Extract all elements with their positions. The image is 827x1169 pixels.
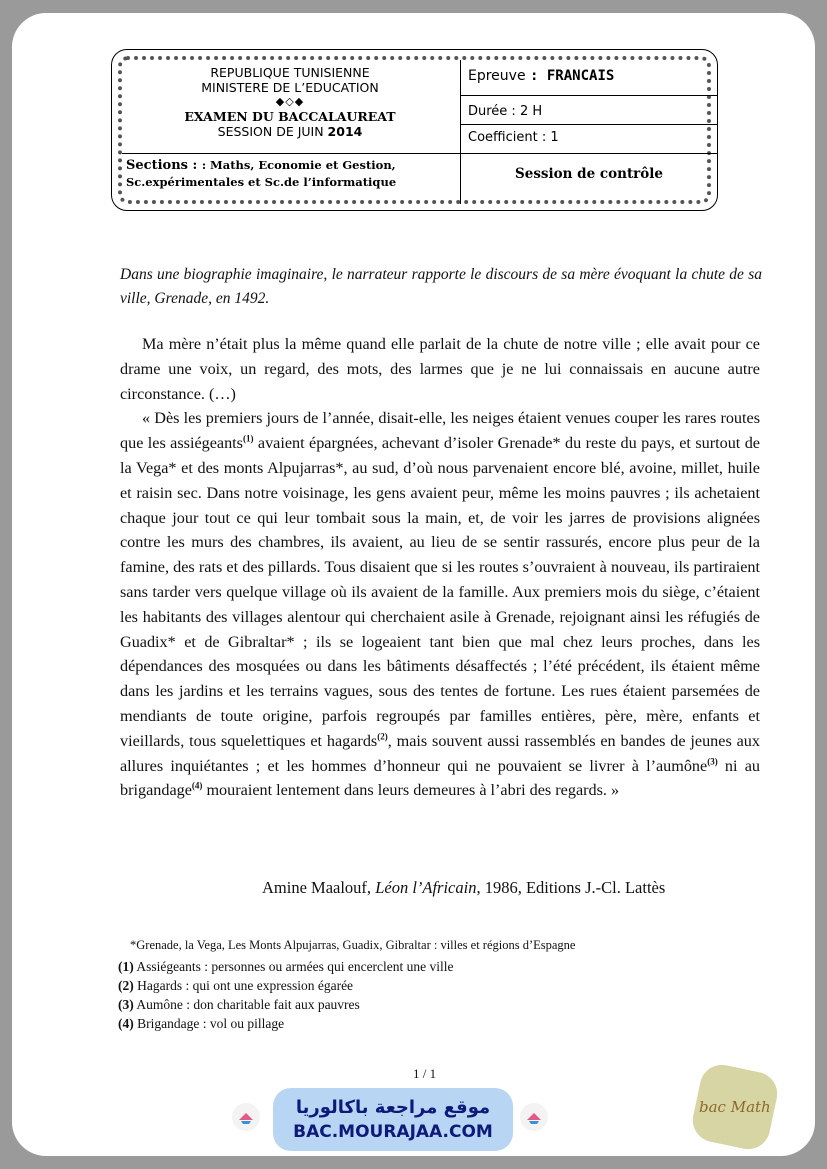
ministry-label: MINISTERE DE L’EDUCATION <box>201 80 379 95</box>
main-text <box>120 332 760 803</box>
watermark-text: bac Math <box>699 1098 771 1116</box>
divider <box>460 124 717 125</box>
banner-arabic: موقع مراجعة باكالوريا <box>295 1097 491 1118</box>
place-note: *Grenade, la Vega, Les Monts Alpujarras, Guadix, Gibraltar : villes et régions d’Espagne <box>130 938 576 952</box>
page-number: 1 / 1 <box>413 1066 437 1081</box>
banner-url[interactable]: BAC.MOURAJAA.COM <box>293 1122 493 1142</box>
footnotes <box>118 936 575 1033</box>
footnote-item: (1) Assiégeants : personnes ou armées qui encerclent une ville <box>118 959 454 974</box>
footnote-item: (3) Aumône : don charitable fait aux pauvres <box>118 997 360 1012</box>
site-logo-icon <box>520 1103 548 1131</box>
paragraph-1: Ma mère n’était plus la même quand elle parlait de la chute de notre ville ; elle avait pour ce drame une voix, un regard, des mots, des larmes que je ne lui connaissais en aucune autre circonstance. (…) <box>120 335 760 403</box>
coefficient-field: Coefficient : 1 <box>468 130 559 145</box>
sections-field: Sections : : Maths, Economie et Gestion, Sc.expérimentales et Sc.de l’informatique <box>126 158 397 189</box>
institution-block <box>122 60 458 153</box>
footnote-item: (4) Brigandage : vol ou pillage <box>118 1016 285 1031</box>
header-frame <box>118 56 711 204</box>
session-date: SESSION DE JUIN 2014 <box>217 124 363 139</box>
republic-label: REPUBLIQUE TUNISIENNE <box>210 65 370 80</box>
duree-field: Durée : 2 H <box>468 104 543 119</box>
epreuve-field: Epreuve : FRANCAIS <box>468 68 615 84</box>
website-banner[interactable] <box>273 1088 513 1151</box>
divider <box>460 60 461 204</box>
footnote-ref: (4) <box>191 780 203 791</box>
footnote-ref: (1) <box>242 433 254 444</box>
exam-title: EXAMEN DU BACCALAUREAT <box>184 109 396 124</box>
footnote-ref: (3) <box>707 756 718 767</box>
site-logo-icon <box>232 1103 260 1131</box>
footnote-item: (2) Hagards : qui ont une expression égarée <box>118 978 354 993</box>
session-type: Session de contrôle <box>514 166 664 182</box>
paragraph-2: « Dès les premiers jours de l’année, disait-elle, les neiges étaient venues couper les rares routes que les assiégeants$^{(1)}$ avaient épargnées, achevant d’isoler Grenade* du reste du pays, et surtout de la Vega* et des monts Alpujarras*, au sud, d’où nous parvenaient encore blé, avoine, millet, huile et raisin sec. Dans notre voisinage, les gens avaient peur, même les moins pauvres ; ils achetaient chaque jour tout ce qui leur tombait sous la main, et, de voir les jarres de provisions alignées contre les murs des chambres, ils avaient, au lieu de se sentir rassurés, encore plus peur de la famine, des rats et des pillards. Tous disaient que si les routes s’ouvraient à nouveau, ils partiraient sans tarder vers quelque village où ils avaient de la famille. Aux premiers mois du siège, c’étaient les habitants des villages alentour qui cherchaient asile à Grenade, rejoignant ainsi les réfugiés de Guadix* et de Gibraltar* ; ils se logeaient tant bien que mal chez leurs proches, dans les dépendances des mosquées ou dans les bâtiments désaffectés ; l’été précédent, ils étaient même dans les jardins et les terrains vagues, sous des tentes de fortune. Les rues étaient parsemées de mendiants de toute origine, parfois regroupés par familles entières, père, mère, enfants et vieillards, tous squelettiques et hagards$^{(2)}$, mais souvent aussi rassemblés en bandes de jeunes aux allures inquiétantes ; et les hommes d’honneur qui ne pouvaient se livrer à l’aumône$^{(3)}$ ni au brigandage$^{(4)}$ mouraient lentement dans leurs demeures à l’abri des regards. » <box>120 409 760 800</box>
intro-text: Dans une biographie imaginaire, le narrateur rapporte le discours de sa mère évoquant la chute de sa ville, Grenade, en 1492. <box>120 266 762 307</box>
source-citation: Amine Maalouf, Léon l’Africain, 1986, Editions J.-Cl. Lattès <box>262 878 666 897</box>
divider <box>460 95 717 96</box>
decoration-icon: ◆◇◆ <box>275 95 305 108</box>
footnote-ref: (2) <box>377 731 388 742</box>
divider <box>122 153 717 154</box>
exam-header <box>111 49 718 211</box>
